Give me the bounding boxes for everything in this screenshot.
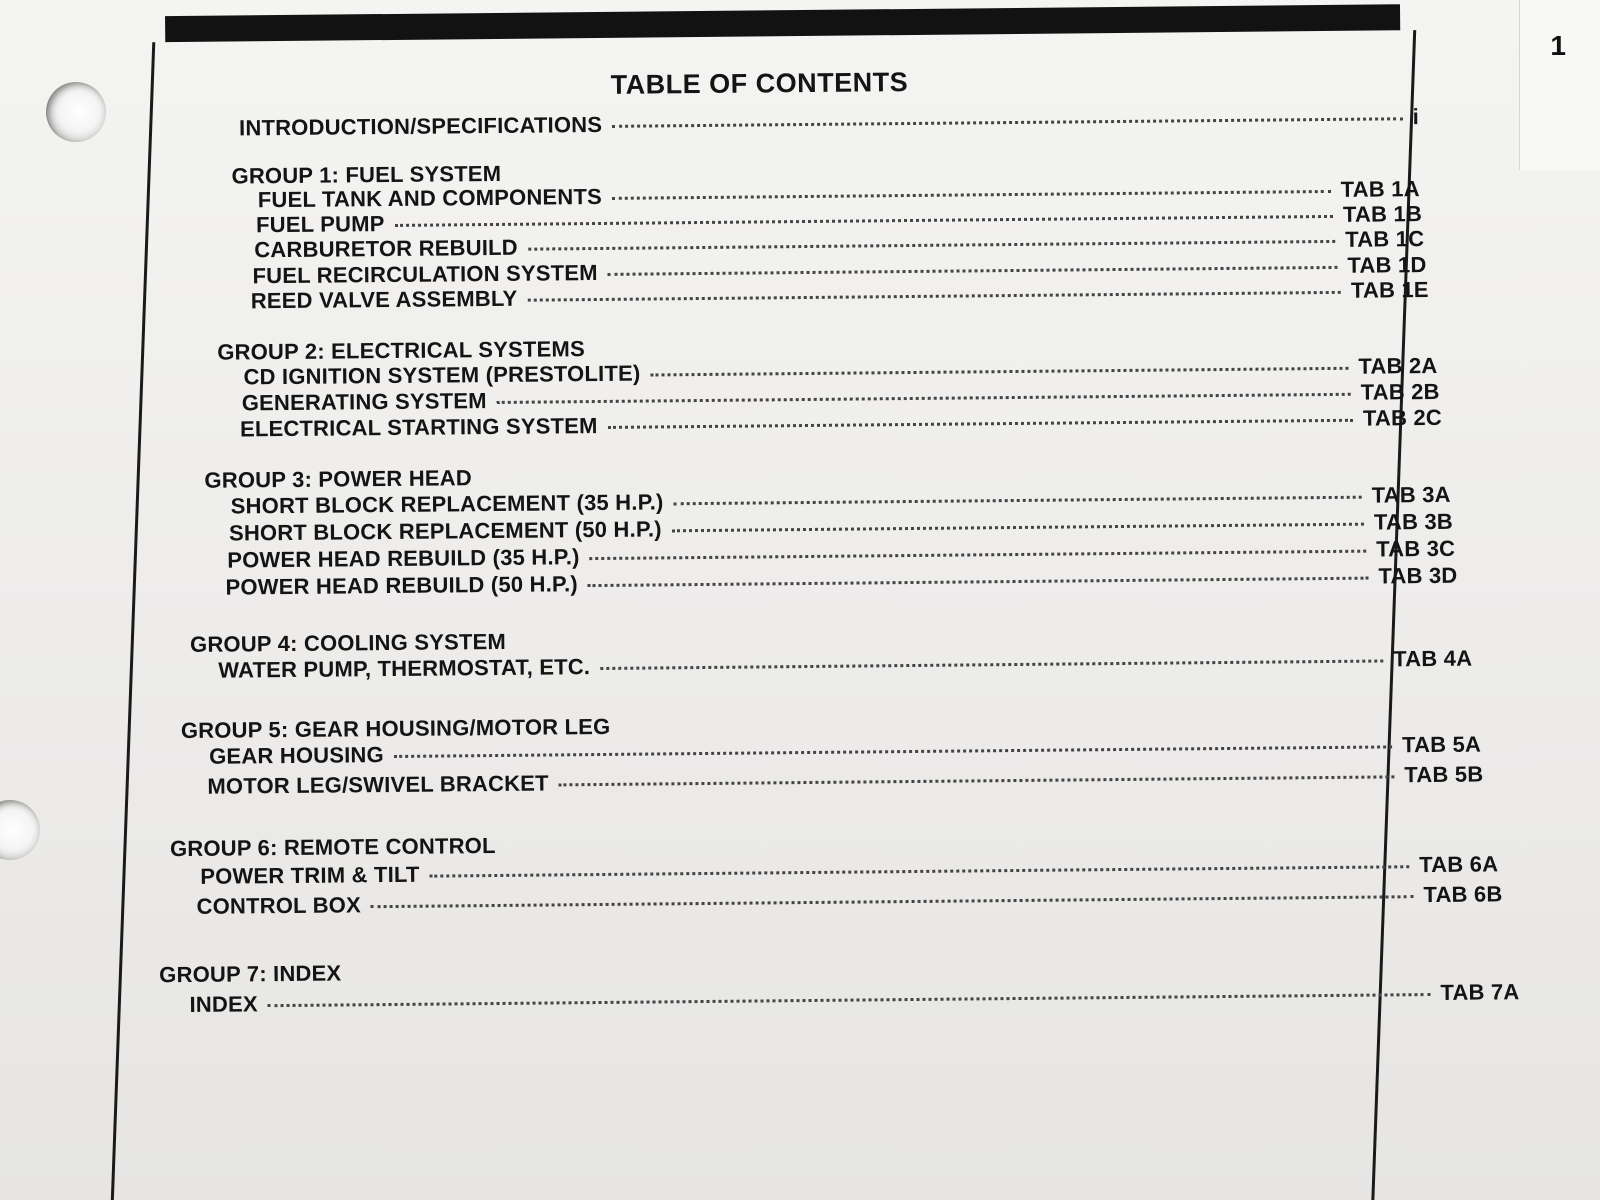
entry-label: INTRODUCTION/SPECIFICATIONS	[238, 111, 603, 141]
corner-page-number: 1	[1550, 30, 1566, 61]
entry-label: SHORT BLOCK REPLACEMENT (35 H.P.)	[230, 489, 664, 519]
entry-tab: i	[1412, 104, 1420, 130]
entry-tab: TAB 7A	[1440, 979, 1520, 1005]
entry-tab: TAB 5A	[1401, 731, 1482, 758]
entry-label: CD IGNITION SYSTEM (PRESTOLITE)	[243, 360, 641, 390]
entry-tab: TAB 3B	[1373, 508, 1454, 535]
group-heading: GROUP 4: COOLING SYSTEM	[189, 628, 507, 657]
dot-leader	[395, 215, 1333, 227]
entry-label: POWER HEAD REBUILD (50 H.P.)	[225, 571, 578, 600]
toc-page	[60, 3, 1562, 1200]
dot-leader	[528, 240, 1335, 251]
group-heading: GROUP 5: GEAR HOUSING/MOTOR LEG	[180, 713, 611, 744]
binder-hole-icon	[0, 800, 40, 860]
dot-leader	[590, 550, 1367, 560]
entry-label: CONTROL BOX	[196, 892, 362, 919]
entry-label: CARBURETOR REBUILD	[254, 234, 518, 263]
entry-tab: TAB 5B	[1404, 761, 1484, 788]
entry-tab: TAB 2C	[1362, 404, 1443, 431]
dot-leader	[612, 190, 1331, 200]
dot-leader	[600, 659, 1383, 670]
dot-leader	[497, 393, 1351, 404]
dot-leader	[650, 367, 1348, 377]
entry-tab: TAB 1D	[1347, 252, 1427, 278]
group-heading: GROUP 2: ELECTRICAL SYSTEMS	[217, 336, 586, 365]
dot-leader	[612, 117, 1403, 128]
entry-label: FUEL PUMP	[255, 211, 385, 238]
dot-leader	[371, 895, 1414, 908]
entry-label: WATER PUMP, THERMOSTAT, ETC.	[218, 654, 591, 683]
entry-label: ELECTRICAL STARTING SYSTEM	[239, 413, 598, 442]
group-heading: GROUP 1: FUEL SYSTEM	[231, 160, 502, 189]
group-heading: GROUP 3: POWER HEAD	[204, 465, 473, 493]
entry-tab: TAB 3A	[1371, 481, 1451, 508]
entry-label: INDEX	[189, 991, 258, 1017]
entry-tab: TAB 1C	[1345, 226, 1425, 252]
entry-label: GENERATING SYSTEM	[241, 388, 487, 416]
entry-label: FUEL RECIRCULATION SYSTEM	[252, 260, 598, 289]
dot-leader	[394, 745, 1392, 758]
dot-leader	[588, 577, 1369, 587]
group-heading: GROUP 7: INDEX	[159, 960, 342, 988]
entry-tab: TAB 3D	[1378, 562, 1458, 589]
dot-leader	[430, 865, 1410, 877]
dot-leader	[674, 496, 1362, 506]
page-title: TABLE OF CONTENTS	[610, 67, 909, 100]
dot-leader	[608, 266, 1338, 276]
entry-tab: TAB 1B	[1342, 201, 1423, 227]
entry-label: MOTOR LEG/SWIVEL BRACKET	[207, 770, 549, 799]
dot-leader	[268, 993, 1431, 1007]
entry-tab: TAB 6A	[1419, 851, 1499, 878]
entry-tab: TAB 1E	[1350, 277, 1429, 303]
entry-label: POWER TRIM & TILT	[200, 861, 420, 889]
entry-label: FUEL TANK AND COMPONENTS	[257, 183, 603, 213]
entry-label: POWER HEAD REBUILD (35 H.P.)	[227, 544, 580, 573]
group-heading: GROUP 6: REMOTE CONTROL	[169, 833, 496, 862]
entry-tab: TAB 2B	[1360, 378, 1440, 405]
entry-tab: TAB 1A	[1340, 176, 1420, 202]
entry-tab: TAB 2A	[1358, 352, 1438, 379]
entry-tab: TAB 6B	[1423, 881, 1503, 908]
entry-label: GEAR HOUSING	[209, 742, 384, 769]
dot-leader	[559, 775, 1395, 786]
dot-leader	[672, 523, 1364, 533]
entry-tab: TAB 3C	[1376, 535, 1456, 562]
entry-tab: TAB 4A	[1393, 645, 1473, 672]
entry-label: SHORT BLOCK REPLACEMENT (50 H.P.)	[228, 516, 662, 546]
entry-label: REED VALVE ASSEMBLY	[250, 285, 518, 314]
dot-leader	[527, 291, 1341, 302]
dot-leader	[608, 419, 1353, 429]
